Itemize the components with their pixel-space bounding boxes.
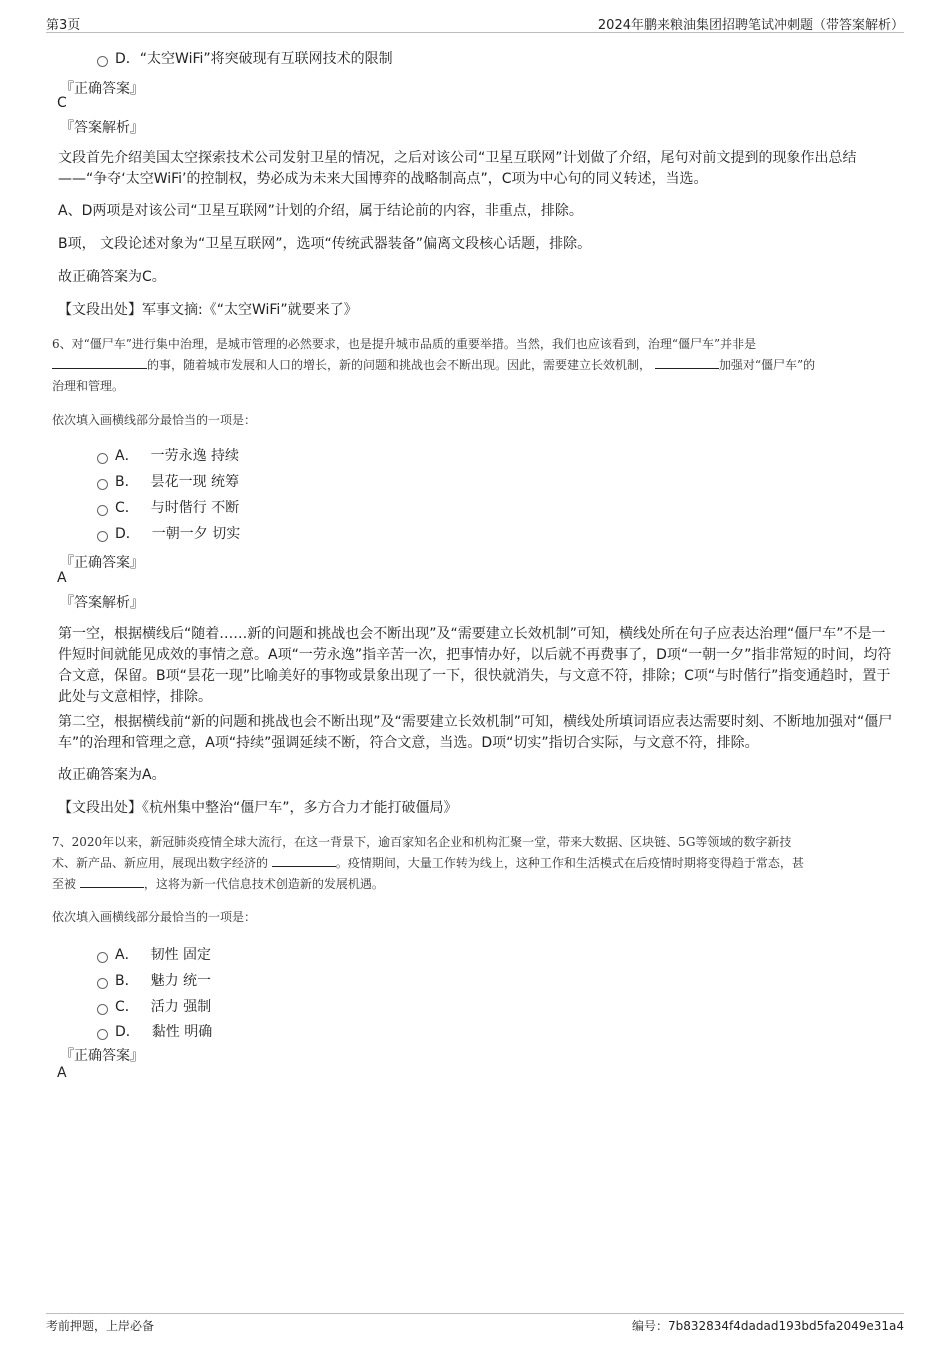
- q5-answer-label: 『正确答案』: [60, 81, 144, 97]
- radio-q6-c[interactable]: [97, 505, 108, 516]
- q7-hint: 依次填入画横线部分最恰当的一项是：: [52, 910, 257, 924]
- footer-slogan: 考前押题，上岸必备: [46, 1319, 155, 1333]
- radio-q7-c[interactable]: [97, 1004, 108, 1015]
- q5-analysis-label: 『答案解析』: [60, 120, 144, 136]
- q5-option-d: D．“太空WiFi”将突破现有互联网技术的限制: [115, 51, 393, 67]
- option-text: 昙花一现 统筹: [150, 474, 240, 490]
- option-letter: A．: [115, 947, 139, 963]
- page-number: 第3页: [46, 18, 81, 33]
- q7-option-a: [115, 944, 211, 964]
- q7-option-c: [115, 996, 211, 1016]
- option-text: 一劳永逸 持续: [150, 448, 240, 464]
- q7-answer-label: 『正确答案』: [60, 1048, 144, 1064]
- option-text: 魅力 统一: [150, 973, 212, 989]
- q7-stem-part: ，这将为新一代信息技术创造新的发展机遇。: [143, 877, 384, 891]
- document-id: 编号：7b832834f4dadad193bd5fa2049e31a4: [631, 1319, 904, 1333]
- q6-stem: [52, 334, 894, 397]
- option-text: 与时偕行 不断: [150, 500, 240, 516]
- radio-q7-a[interactable]: [97, 952, 108, 963]
- q6-analysis-p2: 第二空，根据横线前“新的问题和挑战也会不断出现”及“需要建立长效机制”可知，横线处所填词语应表达需要时刻、不断地加强对“僵尸车”的治理和管理之意，A项“持续”强调延续不断，符合文意，当选。D项“切实”指切合实际，与文意不符，排除。: [58, 714, 893, 751]
- q6-answer-label: 『正确答案』: [60, 555, 144, 571]
- page-footer: [46, 1313, 904, 1334]
- q6-stem-part: 的事，随着城市发展和人口的增长，新的问题和挑战也会不断出现。因此，需要建立长效机制，: [147, 358, 652, 372]
- q5-analysis-p3: B项， 文段论述对象为“卫星互联网”，选项“传统武器装备”偏离文段核心话题，排除。: [58, 236, 592, 252]
- q6-option-c: [115, 497, 239, 517]
- q6-hint: 依次填入画横线部分最恰当的一项是：: [52, 413, 257, 427]
- q5-source: 【文段出处】军事文摘:《“太空WiFi”就要来了》: [58, 302, 358, 318]
- option-text: 黏性 明确: [151, 1024, 213, 1040]
- option-letter: C．: [115, 500, 139, 516]
- option-letter: D．: [115, 526, 140, 542]
- q6-option-a: [115, 445, 239, 465]
- option-text: 活力 强制: [150, 999, 212, 1015]
- option-letter: C．: [115, 999, 139, 1015]
- radio-q6-a[interactable]: [97, 453, 108, 464]
- q6-stem-part: 治理和管理。: [52, 379, 125, 393]
- q7-stem-part: 至被: [52, 877, 77, 891]
- radio-q6-d[interactable]: [97, 531, 108, 542]
- q5-analysis-p1: 文段首先介绍美国太空探索技术公司发射卫星的情况，之后对该公司“卫星互联网”计划做了介绍，尾句对前文提到的现象作出总结——“争夺‘太空WiFi’的控制权，势必成为未来大国博弈的战略制高点”，C项为中心句的同义转述，当选。: [58, 150, 857, 187]
- q7-blank-1: [272, 854, 336, 867]
- q6-option-b: [115, 471, 239, 491]
- q6-answer: A: [57, 570, 67, 586]
- q6-source: 【文段出处】《杭州集中整治“僵尸车”，多方合力才能打破僵局》: [58, 800, 458, 816]
- option-letter: B．: [115, 474, 139, 490]
- q7-stem-part: 。疫情期间，大量工作转为线上，这种工作和生活模式在后疫情时期将变得趋于常态，甚: [335, 856, 804, 870]
- q6-analysis-label: 『答案解析』: [60, 595, 144, 611]
- q7-stem-part: 术、新产品、新应用，展现出数字经济的: [52, 856, 269, 870]
- document-title: 2024年鹏来粮油集团招聘笔试冲刺题（带答案解析）: [597, 18, 904, 33]
- q5-analysis-p4: 故正确答案为C。: [58, 269, 166, 285]
- q6-stem-part: 加强对“僵尸车”的: [718, 358, 816, 372]
- q6-blank-2: [655, 356, 719, 369]
- option-letter: A．: [115, 448, 139, 464]
- q5-answer: C: [57, 95, 67, 111]
- q6-analysis-p3: 故正确答案为A。: [58, 767, 166, 783]
- radio-q6-b[interactable]: [97, 479, 108, 490]
- q6-stem-part: 6、对“僵尸车”进行集中治理，是城市管理的必然要求，也是提升城市品质的重要举措。当然，我们也应该看到，治理“僵尸车”并非是: [52, 337, 757, 351]
- q7-option-d: [115, 1021, 212, 1041]
- q6-blank-1: [52, 356, 147, 369]
- q7-stem: [52, 832, 894, 895]
- q6-option-d: [115, 523, 240, 543]
- radio-q5-d[interactable]: [97, 56, 108, 67]
- q5-analysis-p2: A、D两项是对该公司“卫星互联网”计划的介绍，属于结论前的内容，非重点，排除。: [58, 203, 583, 219]
- option-text: 一朝一夕 切实: [151, 526, 241, 542]
- q6-analysis-p1: 第一空，根据横线后“随着……新的问题和挑战也会不断出现”及“需要建立长效机制”可知，横线处所在句子应表达治理“僵尸车”不是一件短时间就能见成效的事情之意。A项“一劳永逸”指辛苦一次，把事情办好，以后就不再费事了，D项“一朝一夕”指非常短的时间，均符合文意，保留。B项“昙花一现”比喻美好的事物或景象出现了一下，很快就消失，与文意不符，排除；C项“与时偕行”指变通趋时，置于此处与文意相悖，排除。: [58, 626, 892, 705]
- option-letter: D．: [115, 1024, 140, 1040]
- option-letter: B．: [115, 973, 139, 989]
- radio-q7-b[interactable]: [97, 978, 108, 989]
- page-header: [46, 14, 904, 33]
- q7-option-b: [115, 970, 211, 990]
- option-text: 韧性 固定: [150, 947, 212, 963]
- q7-stem-part: 7、2020年以来，新冠肺炎疫情全球大流行，在这一背景下，逾百家知名企业和机构汇聚一堂，带来大数据、区块链、5G等领域的数字新技: [52, 835, 792, 849]
- radio-q7-d[interactable]: [97, 1029, 108, 1040]
- q7-answer: A: [57, 1065, 67, 1081]
- q7-blank-2: [80, 875, 144, 888]
